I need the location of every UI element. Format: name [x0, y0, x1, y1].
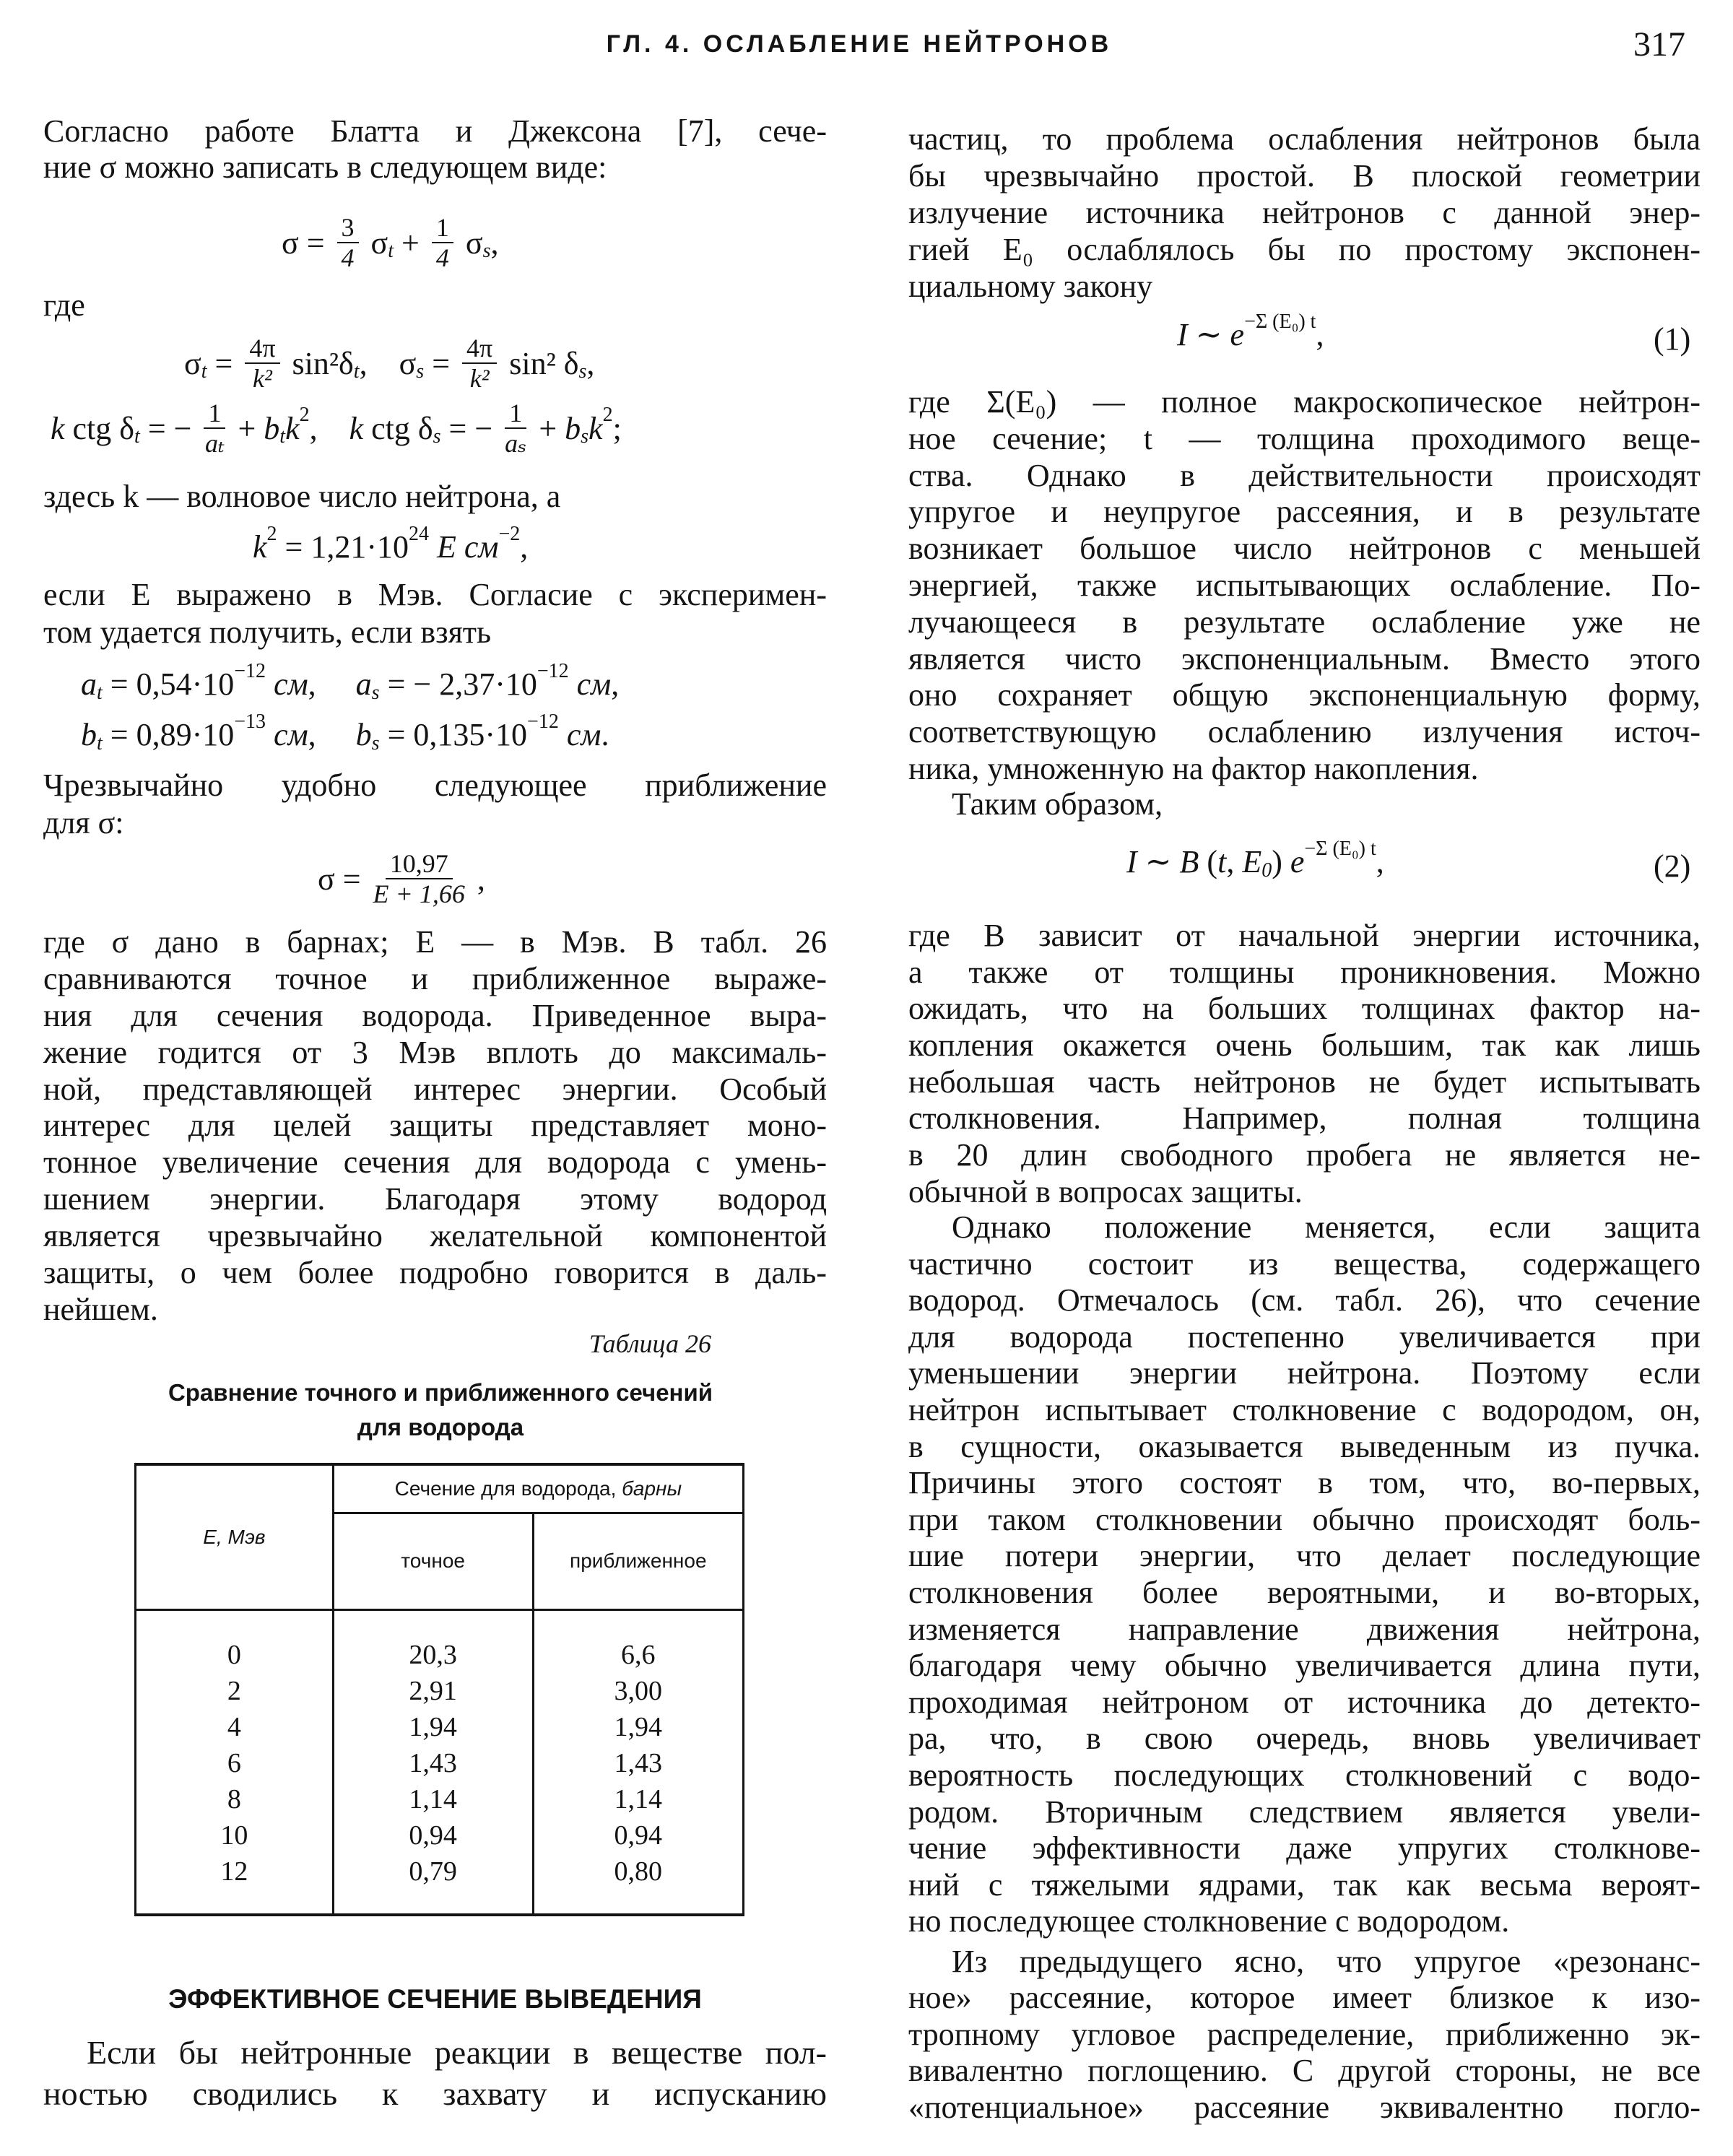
- table-cell: 0,94: [614, 1820, 663, 1851]
- text-line: копления окажется очень большим, так как лишь: [908, 1027, 1701, 1064]
- formula-text: ,: [1316, 317, 1324, 352]
- formula-superscript: 2: [299, 404, 310, 426]
- paragraph: [43, 924, 827, 1329]
- formula-text: ,: [611, 666, 620, 702]
- formula-subscript: s: [416, 360, 425, 383]
- formula-text: ,: [586, 345, 595, 381]
- formula-text: = −: [440, 410, 501, 446]
- formula-text: = 0,89·10: [102, 717, 235, 752]
- text-line: соответствующую ослаблению излучения источ-: [908, 714, 1701, 750]
- text-line: вивалентно поглощению. С другой стороны, не все: [908, 2053, 1701, 2089]
- formula-text: = 0,135·10: [379, 717, 528, 752]
- equation-number: (2): [1654, 848, 1691, 884]
- fraction-numerator: 3: [337, 213, 359, 243]
- header-group-label: Сечение для водорода,: [394, 1477, 617, 1500]
- text-line: Таким образом,: [952, 786, 1163, 822]
- text-line: является чисто экспоненциальным. Вместо этого: [908, 640, 1701, 677]
- text-line: ний с тяжелыми ядрами, так как весьма вероят-: [908, 1866, 1701, 1903]
- text-line: лучающееся в результате ослабление уже не: [908, 604, 1701, 640]
- text-line: частиц, то проблема ослабления нейтронов была: [908, 121, 1701, 157]
- paragraph: [43, 2032, 827, 2114]
- table-cell: 3,00: [614, 1675, 663, 1706]
- formula-superscript: 2: [602, 404, 613, 426]
- formula-k2: [253, 522, 529, 565]
- text-line: обычной в вопросах защиты.: [908, 1173, 1303, 1209]
- formula-variable: см: [266, 717, 308, 752]
- text-line: возникает большое число нейтронов с меньшей: [908, 531, 1701, 567]
- formula-superscript: −12: [234, 659, 266, 682]
- formula-text: =: [424, 345, 459, 381]
- formula-variable: E: [1242, 844, 1262, 879]
- text-line: тропному угловое распределение, приближенно эк-: [908, 2016, 1701, 2052]
- table-cell: 6: [227, 1747, 241, 1778]
- text-line: для водорода постепенно увеличивается при: [908, 1318, 1701, 1355]
- text-line: здесь k — волновое число нейтрона, а: [43, 479, 561, 514]
- section-heading: ЭФФЕКТИВНОЕ СЕЧЕНИЕ ВЫВЕДЕНИЯ: [168, 1984, 702, 2014]
- formula-text: ,: [520, 529, 529, 565]
- fraction-denominator: 4: [341, 243, 355, 272]
- table-cell: 0: [227, 1639, 241, 1670]
- formula-text: ;: [612, 410, 622, 446]
- paragraph: [908, 786, 1701, 822]
- paragraph: [43, 478, 827, 515]
- formula-text: ,: [1226, 844, 1243, 879]
- fraction-denominator: E + 1,66: [373, 879, 465, 908]
- text-line: ния для сечения водорода. Приведенное выра-: [43, 997, 827, 1033]
- text-line: гией E₀ ослаблялось бы по простому экспонен-: [908, 232, 1701, 267]
- formula-kctg: [51, 399, 622, 458]
- formula-variable: a: [81, 666, 97, 702]
- formula-variable: b: [264, 410, 280, 446]
- formula-variable: e: [1230, 317, 1245, 352]
- formula-subscript: 0: [1261, 859, 1272, 882]
- formula-2: [1126, 837, 1384, 882]
- text-line: родом. Вторичным следствием является увели-: [908, 1794, 1701, 1830]
- text-line: Согласно работе Блатта и Джексона [7], сече-: [43, 113, 827, 149]
- formula-subscript: s: [433, 425, 441, 448]
- formula-variable: k: [588, 410, 603, 446]
- formula-variable: b: [355, 717, 372, 752]
- formula-variable: e: [1290, 844, 1305, 879]
- paragraph: [908, 384, 1701, 788]
- text-line: Причины этого состоят в том, что, во-первых,: [908, 1465, 1701, 1501]
- formula-text: ): [1272, 844, 1290, 879]
- fraction: [462, 334, 497, 393]
- text-line: упругое и неупругое рассеяния, и в результате: [908, 494, 1701, 530]
- formula-text: .: [601, 717, 609, 752]
- paragraph: [43, 113, 827, 186]
- text-line: при таком столкновении обычно происходят боль-: [908, 1501, 1701, 1537]
- text-line: столкновения. Например, полная толщина: [908, 1100, 1701, 1136]
- table-cell: 6,6: [621, 1639, 656, 1670]
- table-title-line: для водорода: [357, 1414, 524, 1440]
- table-cell: 1,94: [409, 1711, 457, 1742]
- formula-text: (: [1199, 844, 1218, 879]
- fraction-denominator: k²: [253, 364, 272, 393]
- table-cell: 10: [220, 1820, 248, 1851]
- formula-variable: см: [558, 717, 601, 752]
- fraction-numerator: 4π: [462, 334, 497, 364]
- formula-text: = −: [139, 410, 200, 446]
- fraction-denominator: aₜ: [205, 429, 225, 458]
- table-cell: 2,91: [409, 1675, 457, 1706]
- fraction: [204, 399, 225, 458]
- formula-subscript: t: [388, 240, 394, 262]
- formula-text: ,: [469, 861, 485, 897]
- table-cell: 1,14: [409, 1783, 457, 1814]
- text-line: ства. Однако в действительности происходят: [908, 457, 1701, 493]
- text-line: ностью сводились к захвату и испусканию: [43, 2075, 827, 2112]
- fraction: [245, 334, 279, 393]
- text-line: вероятность последующих столкновений с водо-: [908, 1757, 1701, 1793]
- text-line: Чрезвычайно удобно следующее приближение: [43, 768, 827, 803]
- text-line: проходимая нейтроном от источника до детекто-: [908, 1684, 1701, 1720]
- formula-1: [1177, 310, 1324, 353]
- text-line: изменяется направление движения нейтрона,: [908, 1611, 1701, 1647]
- formula-variable: k: [253, 529, 267, 565]
- formula-variable: B: [1179, 844, 1199, 879]
- col-exact: [333, 1609, 533, 1915]
- formula-text: +: [230, 410, 264, 446]
- formula-text: σ: [362, 225, 388, 261]
- header-energy: [136, 1464, 334, 1609]
- col-approx: [533, 1609, 743, 1915]
- formula-variable: I: [1177, 317, 1188, 352]
- formula-text: σ: [184, 345, 201, 381]
- text-line: бы чрезвычайно простой. В плоской геометрии: [908, 158, 1701, 194]
- text-line: нейшем.: [43, 1291, 158, 1327]
- fraction-denominator: aₛ: [505, 429, 527, 458]
- formula-variable: t: [1217, 844, 1227, 879]
- formula-text: +: [394, 225, 427, 261]
- header-group-unit: барны: [622, 1477, 682, 1500]
- cross-section-table: [134, 1463, 744, 1916]
- header-exact: точное: [333, 1513, 533, 1609]
- formula-superscript: 2: [266, 522, 277, 545]
- formula-text: σ: [457, 225, 483, 261]
- text-line: в сущности, оказывается выведенным из пучка.: [908, 1428, 1701, 1464]
- formula-a: [81, 659, 620, 704]
- table-cell: 8: [227, 1783, 241, 1814]
- fraction: [373, 849, 465, 908]
- text-line: ние σ можно записать в следующем виде:: [43, 149, 607, 185]
- formula-variable: см: [266, 666, 308, 702]
- text-line: уменьшении энергии нейтрона. Поэтому если: [908, 1355, 1701, 1391]
- text-line: ника, умноженную на фактор накопления.: [908, 750, 1479, 786]
- text-line: излучение источника нейтронов с данной энер-: [908, 195, 1701, 230]
- formula-text: sin²δ: [284, 345, 354, 381]
- formula-subscript: t: [201, 360, 207, 383]
- formula-text: σ =: [282, 225, 333, 261]
- text-line: ожидать, что на больших толщинах фактор на-: [908, 991, 1701, 1027]
- formula-text: = 1,21·10: [277, 529, 409, 565]
- text-line: «потенциальное» рассеяние эквивалентно погло-: [908, 2089, 1701, 2125]
- table-cell: 20,3: [409, 1639, 457, 1670]
- formula-subscript: t: [97, 681, 103, 704]
- text-line: частично состоит из вещества, содержащего: [908, 1246, 1701, 1282]
- text-line: циальному закону: [908, 269, 1153, 304]
- paragraph: [908, 121, 1701, 305]
- text-line: жение годится от 3 Мэв вплоть до максималь-: [43, 1034, 827, 1070]
- formula-text: ,: [1376, 844, 1384, 879]
- header-group: [333, 1464, 743, 1513]
- text-line: том удается получить, если взять: [43, 614, 492, 650]
- formula-subscript: s: [578, 360, 587, 383]
- fraction-numerator: 1: [505, 399, 526, 429]
- formula-text: ,: [308, 717, 356, 752]
- table-cell: 4: [227, 1711, 241, 1742]
- text-line: сравниваются точное и приближенное выраже-: [43, 960, 827, 996]
- table-cell: 12: [220, 1856, 248, 1887]
- formula-b: [81, 710, 609, 755]
- formula-subscript: s: [581, 425, 589, 448]
- table-title-line: Сравнение точного и приближенного сечений: [168, 1379, 713, 1406]
- text-line: защиты, о чем более подробно говорится в даль-: [43, 1255, 827, 1291]
- formula-superscript: −13: [234, 710, 266, 733]
- formula-superscript: −Σ (E₀) t: [1244, 310, 1316, 333]
- formula-subscript: s: [371, 681, 380, 704]
- table-cell: 1,94: [614, 1711, 663, 1742]
- text-line: водород. Отмечалось (см. табл. 26), что сечение: [908, 1282, 1701, 1318]
- fraction-denominator: 4: [435, 243, 449, 272]
- table-cell: 0,80: [614, 1856, 663, 1887]
- formula-text: , σ: [359, 345, 417, 381]
- text-line: является чрезвычайно желательной компонентой: [43, 1218, 827, 1254]
- paragraph: [908, 918, 1701, 1211]
- fraction: [505, 399, 526, 458]
- formula-superscript: 24: [409, 522, 429, 545]
- formula-variable: b: [81, 717, 97, 752]
- text-line: чение эффективности даже упругих столкнове-: [908, 1830, 1701, 1866]
- fraction-numerator: 4π: [245, 334, 279, 364]
- text-line: шие потери энергии, что делает последующие: [908, 1538, 1701, 1574]
- formula-subscript: t: [134, 425, 140, 448]
- text-line: Если бы нейтронные реакции в веществе пол-: [87, 2034, 827, 2071]
- fraction-numerator: 1: [204, 399, 225, 429]
- formula-variable: k: [285, 410, 300, 446]
- text-line: интерес для целей защиты представляет моно-: [43, 1108, 827, 1144]
- text-line: а также от толщины проникновения. Можно: [908, 954, 1701, 990]
- table-cell: 0,79: [409, 1856, 457, 1887]
- formula-text: +: [531, 410, 565, 446]
- text-line: столкновения более вероятными, и во-вторых,: [908, 1574, 1701, 1610]
- formula-text: ,: [309, 410, 349, 446]
- fraction-numerator: 10,97: [386, 849, 453, 879]
- text-line: если E выражено в Мэв. Согласие с эксперимен-: [43, 577, 827, 612]
- table-title: [108, 1375, 773, 1445]
- formula-text: sin² δ: [501, 345, 579, 381]
- formula-text: =: [207, 345, 241, 381]
- text-line: в 20 длин свободного пробега не является не-: [908, 1137, 1701, 1173]
- formula-text: ctg δ: [64, 410, 135, 446]
- formula-text: = 0,54·10: [102, 666, 235, 702]
- fraction-denominator: k²: [469, 364, 490, 393]
- text-line: шением энергии. Благодаря этому водород: [43, 1181, 827, 1217]
- paragraph: [43, 576, 827, 651]
- text-line: Из предыдущего ясно, что упругое «резонанс-: [952, 1944, 1701, 1979]
- table-cell: 1,43: [614, 1747, 663, 1778]
- formula-variable: см: [568, 666, 612, 702]
- text-line: нейтрон испытывает столкновение с водородом, он,: [908, 1391, 1701, 1427]
- table-label: Таблица 26: [588, 1329, 711, 1358]
- header-energy-label: Е, Мэв: [203, 1525, 266, 1548]
- formula-text: σ =: [318, 861, 369, 897]
- fraction: [432, 213, 453, 272]
- fraction: [337, 213, 359, 272]
- text-line: где B зависит от начальной энергии источника,: [908, 918, 1701, 953]
- formula-approx: [318, 849, 485, 908]
- formula-variable: a: [355, 666, 372, 702]
- formula-text: ,: [308, 666, 356, 702]
- formula-text: ,: [490, 225, 499, 261]
- formula-subscript: t: [97, 731, 103, 755]
- table-cell: 2: [227, 1675, 241, 1706]
- formula-sigma: [282, 213, 499, 272]
- text-line: но последующее столкновение с водородом.: [908, 1903, 1510, 1939]
- table-cell: 1,43: [409, 1747, 457, 1778]
- text-line: ра, что, в свою очередь, вновь увеличивает: [908, 1721, 1701, 1757]
- text-line: где σ дано в барнах; E — в Мэв. В табл. 26: [43, 924, 827, 960]
- formula-subscript: s: [371, 731, 380, 755]
- formula-superscript: −2: [498, 522, 521, 545]
- formula-sigma-t-s: [184, 334, 594, 393]
- text-line: Однако положение меняется, если защита: [952, 1209, 1701, 1245]
- running-header: ГЛ. 4. ОСЛАБЛЕНИЕ НЕЙТРОНОВ: [606, 30, 1113, 58]
- formula-superscript: −12: [537, 659, 569, 682]
- paragraph: [43, 287, 827, 323]
- formula-variable: k: [349, 410, 364, 446]
- formula-variable: k: [51, 410, 65, 446]
- paragraph: [908, 1209, 1701, 1940]
- formula-text: ctg δ: [363, 410, 433, 446]
- text-line: ной, представляющей интерес энергии. Особый: [43, 1071, 827, 1107]
- text-line: для σ:: [43, 805, 124, 840]
- formula-variable: b: [565, 410, 581, 446]
- text-line: энергией, также испытывающих ослабление. По-: [908, 567, 1701, 603]
- formula-subscript: s: [482, 240, 491, 262]
- text-line: где: [43, 287, 85, 323]
- col-energy: [136, 1609, 334, 1915]
- formula-text: = − 2,37·10: [379, 666, 537, 702]
- text-line: тонное увеличение сечения для водорода с умень-: [43, 1144, 827, 1181]
- paragraph: [908, 1944, 1701, 2126]
- text-line: оно сохраняет общую экспоненциальную форму,: [908, 677, 1701, 713]
- formula-subscript: t: [279, 425, 286, 448]
- paragraph: [43, 767, 827, 842]
- text-line: ное» рассеяние, которое имеет близкое к изо-: [908, 1980, 1701, 2016]
- formula-variable: I: [1126, 844, 1137, 879]
- equation-number: (1): [1654, 321, 1691, 357]
- table-cell: 0,94: [409, 1820, 457, 1851]
- formula-text: ∼: [1187, 317, 1230, 352]
- header-approx: приближенное: [533, 1513, 743, 1609]
- formula-text: ∼: [1137, 844, 1180, 879]
- table-cell: 1,14: [614, 1783, 663, 1814]
- text-line: благодаря чему обычно увеличивается длина пути,: [908, 1648, 1701, 1684]
- formula-variable: E см: [429, 529, 499, 565]
- formula-superscript: −12: [527, 710, 559, 733]
- text-line: где Σ(E₀) — полное макроскопическое нейтрон-: [908, 384, 1701, 420]
- text-line: небольшая часть нейтронов не будет испытывать: [908, 1064, 1701, 1100]
- text-line: ное сечение; t — толщина проходимого веще-: [908, 420, 1701, 456]
- formula-subscript: t: [353, 360, 360, 383]
- page-number: 317: [1633, 25, 1685, 64]
- fraction-numerator: 1: [432, 213, 453, 243]
- formula-superscript: −Σ (E₀) t: [1304, 837, 1376, 860]
